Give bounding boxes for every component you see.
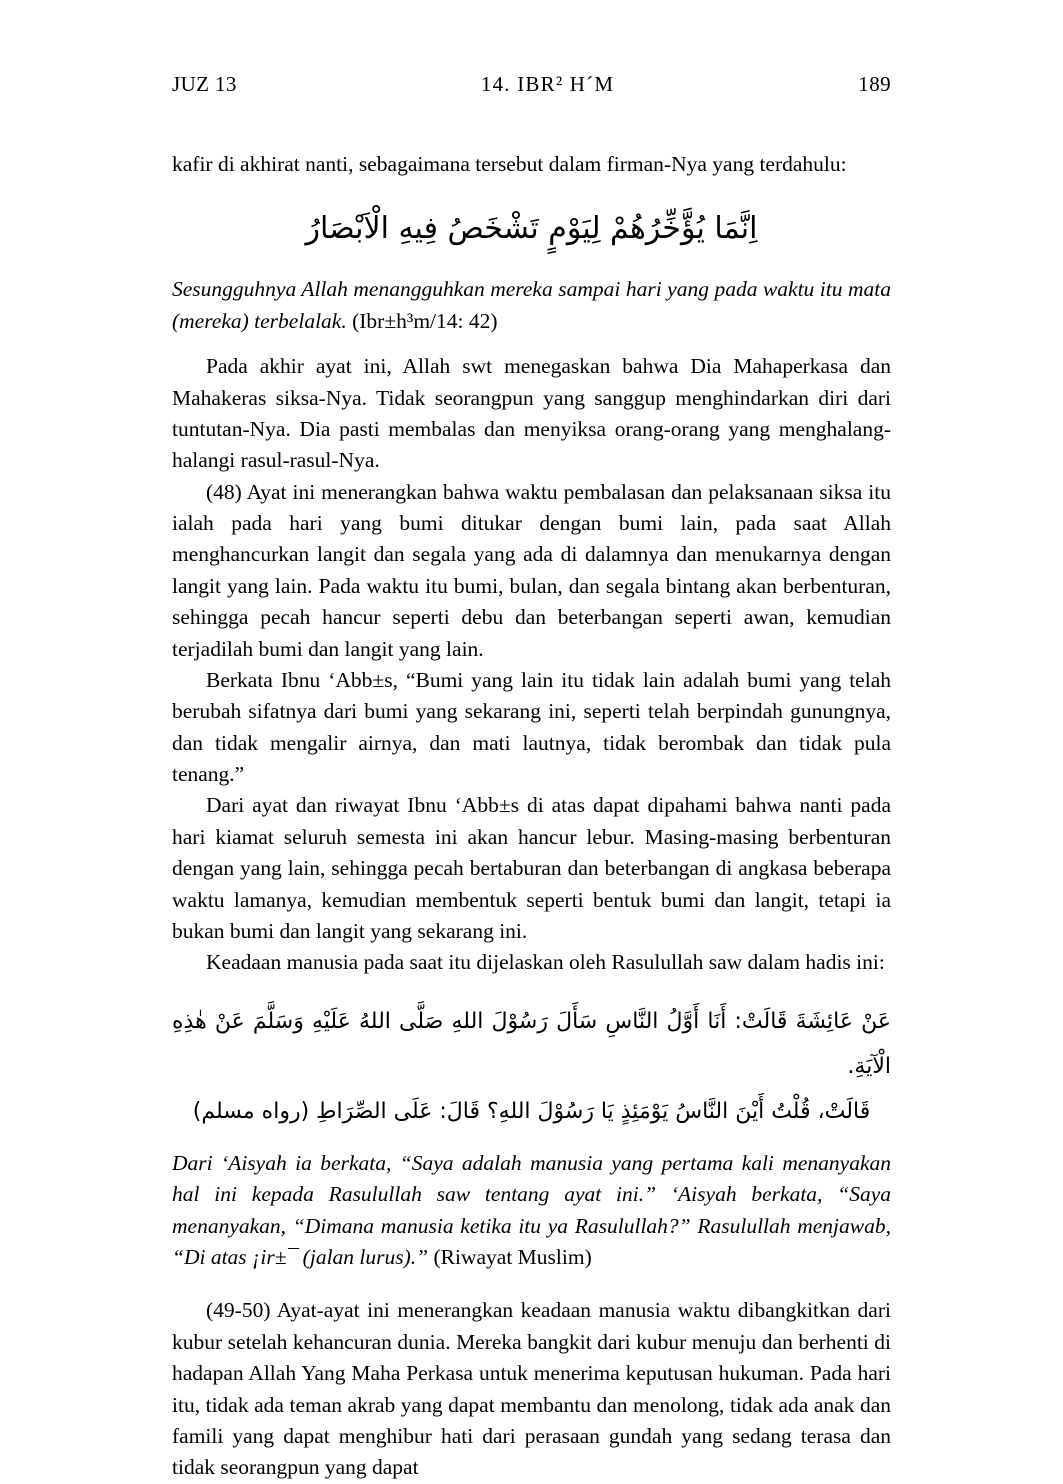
verse-reference: (Ibr±h³m/14: 42) [352, 308, 498, 333]
hadith-arabic [172, 999, 891, 1134]
verse-translation [172, 274, 891, 337]
header-surah-title: 14. IBR² H´M [480, 72, 615, 96]
paragraph-3: Berkata Ibnu ‘Abb±s, “Bumi yang lain itu tidak lain adalah bumi yang telah berubah sifatnya dari bumi yang sekarang ini, seperti telah berpindah gunungnya, dan tidak mengalir airnya, dan mati lautnya, tidak berombak dan tidak pula tenang.” [172, 667, 891, 786]
page-header [172, 72, 891, 97]
intro-paragraph: kafir di akhirat nanti, sebagaimana tersebut dalam firman-Nya yang terdahulu: [172, 152, 847, 176]
paragraph-4: Dari ayat dan riwayat Ibnu ‘Abb±s di atas dapat dipahami bahwa nanti pada hari kiamat seluruh semesta ini akan hancur lebur. Masing-masing berbenturan dengan yang lain, sehingga pecah bertaburan dan beterbangan di angkasa beberapa waktu lamanya, kemudian membentuk seperti bentuk bumi dan langit, tetapi ia bukan bumi dan langit yang sekarang ini. [172, 793, 891, 943]
quran-verse-arabic: اِنَّمَا يُؤَّخِّرُهُمْ لِيَوْمٍ تَشْخَصُ فِيهِ الْاَبْصَارُ [305, 211, 758, 247]
paragraph-6: (49-50) Ayat-ayat ini menerangkan keadaan manusia waktu dibangkitkan dari kubur setelah kehancuran dunia. Mereka bangkit dari kubur menuju dan berhenti di hadapan Allah Yang Maha Perkasa untuk menerima keputusan hukuman. Pada hari itu, tidak ada teman akrab yang dapat membantu dan menolong, tidak ada anak dan famili yang dapat menghibur hati dari perasaan gundah yang sedang terasa dan tidak seorangpun yang dapat [172, 1298, 891, 1480]
document-body [172, 149, 891, 1484]
header-juz-label: JUZ 13 [172, 72, 237, 96]
hadith-reference: (Riwayat Muslim) [433, 1245, 592, 1270]
hadith-translation-text: Dari ‘Aisyah ia berkata, “Saya adalah manusia yang pertama kali menanyakan hal ini kepada Rasulullah saw tentang ayat ini.” ‘Aisyah berkata, “Saya menanyakan, “Dimana manusia ketika itu ya Rasulullah?” Rasulullah menjawab, “Di atas ¡ir±¯ (jalan lurus).” [172, 1150, 891, 1270]
verse-translation-text: Sesungguhnya Allah menangguhkan mereka sampai hari yang pada waktu itu mata (mereka) terbelalak. [172, 277, 891, 333]
hadith-translation [172, 1148, 891, 1274]
page-number: 189 [858, 72, 891, 96]
hadith-arabic-line-2: قَالَتْ، قُلْتُ أَيْنَ النَّاسُ يَوْمَئِذٍ يَا رَسُوْلَ اللهِ؟ قَالَ: عَلَى الصِّرَاطِ (رواه مسلم) [192, 1098, 871, 1124]
paragraph-5: Keadaan manusia pada saat itu dijelaskan oleh Rasulullah saw dalam hadis ini: [206, 950, 885, 975]
hadith-arabic-line-1: عَنْ عَائِشَةَ قَالَتْ: أَنَا أَوَّلُ النَّاسِ سَأَلَ رَسُوْلَ اللهِ صَلَّى اللهُ عَلَيْهِ وَسَلَّمَ عَنْ هٰذِهِ الْآيَةِ. [172, 1008, 891, 1079]
paragraph-1: Pada akhir ayat ini, Allah swt menegaskan bahwa Dia Mahaperkasa dan Mahakeras siksa-Nya. Tidak seorangpun yang sanggup menghindarkan diri dari tuntutan-Nya. Dia pasti membalas dan menyiksa orang-orang yang menghalang-halangi rasul-rasul-Nya. [172, 354, 891, 473]
paragraph-2: (48) Ayat ini menerangkan bahwa waktu pembalasan dan pelaksanaan siksa itu ialah pada hari yang bumi ditukar dengan bumi lain, pada saat Allah menghancurkan langit dan segala yang ada di dalamnya dan menukarnya dengan langit yang lain. Pada waktu itu bumi, bulan, dan segala bintang akan berbenturan, sehingga pecah hancur seperti debu dan beterbangan seperti awan, kemudian terjadilah bumi dan langit yang lain. [172, 479, 891, 661]
